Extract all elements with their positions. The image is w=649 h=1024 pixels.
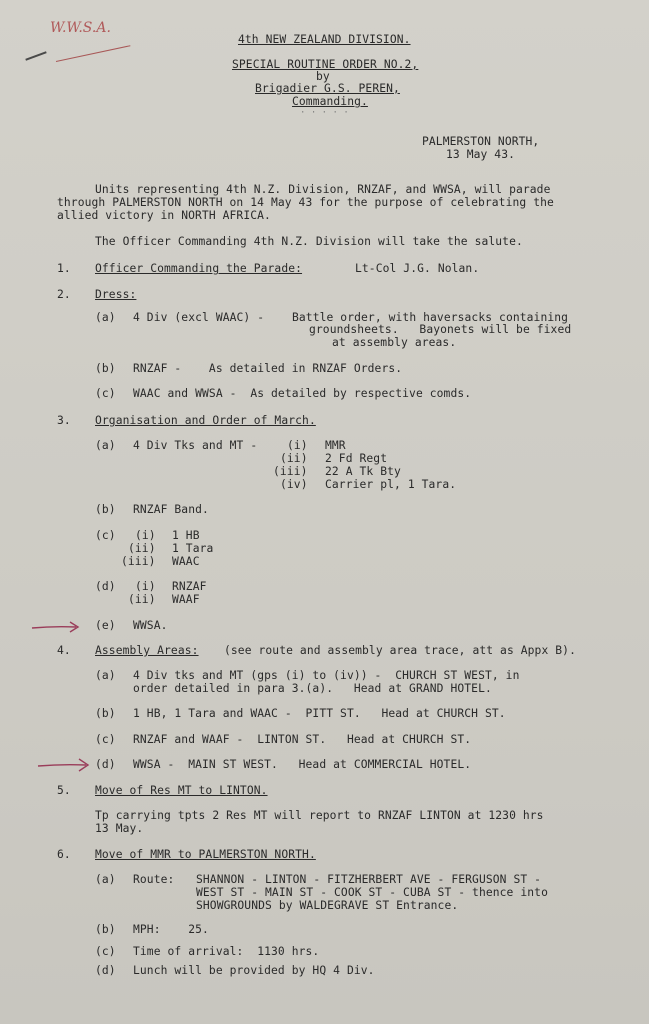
- s6-a-line-2: WEST ST - MAIN ST - COOK ST - CUBA ST - thence into: [196, 886, 548, 899]
- dotted-mark: · · · · ·: [300, 108, 349, 118]
- section-3-title: Organisation and Order of March.: [95, 414, 316, 427]
- s4-b-text: 1 HB, 1 Tara and WAAC - PITT ST. Head at CHURCH ST.: [133, 707, 506, 720]
- section-1-text: Lt-Col J.G. Nolan.: [355, 262, 480, 275]
- s2-c-text: WAAC and WWSA - As detailed by respective comds.: [133, 387, 472, 400]
- s3-d-label: (d): [95, 580, 116, 593]
- s6-a-label: (a): [95, 873, 116, 886]
- s3-a-item-3: 22 A Tk Bty: [325, 465, 401, 478]
- s4-a-line-2: order detailed in para 3.(a). Head at GRAND HOTEL.: [133, 682, 492, 695]
- s3-a-item-4: Carrier pl, 1 Tara.: [325, 478, 457, 491]
- header-author: Brigadier G.S. PEREN,: [255, 82, 400, 95]
- s3-c-item-3: WAAC: [172, 555, 200, 568]
- s6-c-label: (c): [95, 945, 116, 958]
- place: PALMERSTON NORTH,: [422, 135, 540, 148]
- s3-c-item-3-num: (iii): [121, 555, 156, 568]
- intro-line-3: allied victory in NORTH AFRICA.: [57, 209, 271, 222]
- header-commanding: Commanding.: [292, 95, 368, 108]
- s5-line-1: Tp carrying tpts 2 Res MT will report to RNZAF LINTON at 1230 hrs: [95, 809, 544, 822]
- arrow-annotation-3e: [30, 620, 82, 634]
- pen-mark: [25, 51, 46, 60]
- s3-e-text: WWSA.: [133, 619, 168, 632]
- intro-salute: The Officer Commanding 4th N.Z. Division will take the salute.: [95, 235, 523, 248]
- s3-a-item-2: 2 Fd Regt: [325, 452, 388, 465]
- s2-b-text: RNZAF - As detailed in RNZAF Orders.: [133, 362, 403, 375]
- s2-b-label: (b): [95, 362, 116, 375]
- s3-a-item-1-num: (i): [287, 439, 308, 452]
- s2-a-line-2: groundsheets. Bayonets will be fixed: [309, 323, 572, 336]
- header-order-title: SPECIAL ROUTINE ORDER NO.2,: [232, 58, 419, 71]
- s3-d-item-1: RNZAF: [172, 580, 207, 593]
- annotation-underline: [56, 45, 131, 62]
- header-division: 4th NEW ZEALAND DIVISION.: [238, 33, 411, 46]
- s3-a-item-4-num: (iv): [280, 478, 308, 491]
- s6-b-label: (b): [95, 923, 116, 936]
- s3-e-label: (e): [95, 619, 116, 632]
- s5-line-2: 13 May.: [95, 822, 144, 835]
- s6-d-label: (d): [95, 964, 116, 977]
- s6-b-text: MPH: 25.: [133, 923, 209, 936]
- s2-a-lead: 4 Div (excl WAAC) -: [133, 311, 265, 324]
- s2-a-line-1: Battle order, with haversacks containing: [292, 311, 569, 324]
- s3-a-item-2-num: (ii): [280, 452, 308, 465]
- s6-c-text: Time of arrival: 1130 hrs.: [133, 945, 320, 958]
- s3-b-text: RNZAF Band.: [133, 503, 209, 516]
- section-2-number: 2.: [57, 288, 71, 301]
- s4-a-label: (a): [95, 669, 116, 682]
- section-4-number: 4.: [57, 644, 71, 657]
- s3-c-label: (c): [95, 529, 116, 542]
- s4-c-label: (c): [95, 733, 116, 746]
- section-5-number: 5.: [57, 784, 71, 797]
- s3-c-item-2-num: (ii): [128, 542, 156, 555]
- section-6-title: Move of MMR to PALMERSTON NORTH.: [95, 848, 316, 861]
- s2-a-label: (a): [95, 311, 116, 324]
- s4-c-text: RNZAF and WAAF - LINTON ST. Head at CHURCH ST.: [133, 733, 472, 746]
- s3-a-lead: 4 Div Tks and MT -: [133, 439, 258, 452]
- header-by: by: [316, 70, 330, 83]
- s2-c-label: (c): [95, 387, 116, 400]
- s3-c-item-1: 1 HB: [172, 529, 200, 542]
- s3-d-item-2-num: (ii): [128, 593, 156, 606]
- intro-line-2: through PALMERSTON NORTH on 14 May 43 for the purpose of celebrating the: [57, 196, 554, 209]
- arrow-annotation-4d: [36, 757, 92, 773]
- s2-a-line-3: at assembly areas.: [332, 336, 457, 349]
- s3-c-item-1-num: (i): [135, 529, 156, 542]
- s4-d-text: WWSA - MAIN ST WEST. Head at COMMERCIAL HOTEL.: [133, 758, 472, 771]
- section-4-title: Assembly Areas:: [95, 644, 199, 657]
- s3-c-item-2: 1 Tara: [172, 542, 214, 555]
- s3-a-item-1: MMR: [325, 439, 346, 452]
- s4-d-label: (d): [95, 758, 116, 771]
- section-5-title: Move of Res MT to LINTON.: [95, 784, 268, 797]
- s3-d-item-2: WAAF: [172, 593, 200, 606]
- section-4-note: (see route and assembly area trace, att as Appx B).: [224, 644, 576, 657]
- s4-a-line-1: 4 Div tks and MT (gps (i) to (iv)) - CHURCH ST WEST, in: [133, 669, 520, 682]
- s6-a-line-1: SHANNON - LINTON - FITZHERBERT AVE - FERGUSON ST -: [196, 873, 542, 886]
- s3-b-label: (b): [95, 503, 116, 516]
- section-1-number: 1.: [57, 262, 71, 275]
- s6-d-text: Lunch will be provided by HQ 4 Div.: [133, 964, 375, 977]
- section-1-title: Officer Commanding the Parade:: [95, 262, 303, 275]
- intro-line-1: Units representing 4th N.Z. Division, RNZAF, and WWSA, will parade: [95, 183, 551, 196]
- s3-d-item-1-num: (i): [135, 580, 156, 593]
- date: 13 May 43.: [446, 148, 516, 161]
- s4-b-label: (b): [95, 707, 116, 720]
- s3-a-item-3-num: (iii): [273, 465, 308, 478]
- s6-a-line-3: SHOWGROUNDS by WALDEGRAVE ST Entrance.: [196, 899, 459, 912]
- s3-a-label: (a): [95, 439, 116, 452]
- s6-a-lead: Route:: [133, 873, 175, 886]
- section-3-number: 3.: [57, 414, 71, 427]
- section-2-title: Dress:: [95, 288, 137, 301]
- handwritten-annotation: W.W.S.A.: [50, 20, 111, 36]
- section-6-number: 6.: [57, 848, 71, 861]
